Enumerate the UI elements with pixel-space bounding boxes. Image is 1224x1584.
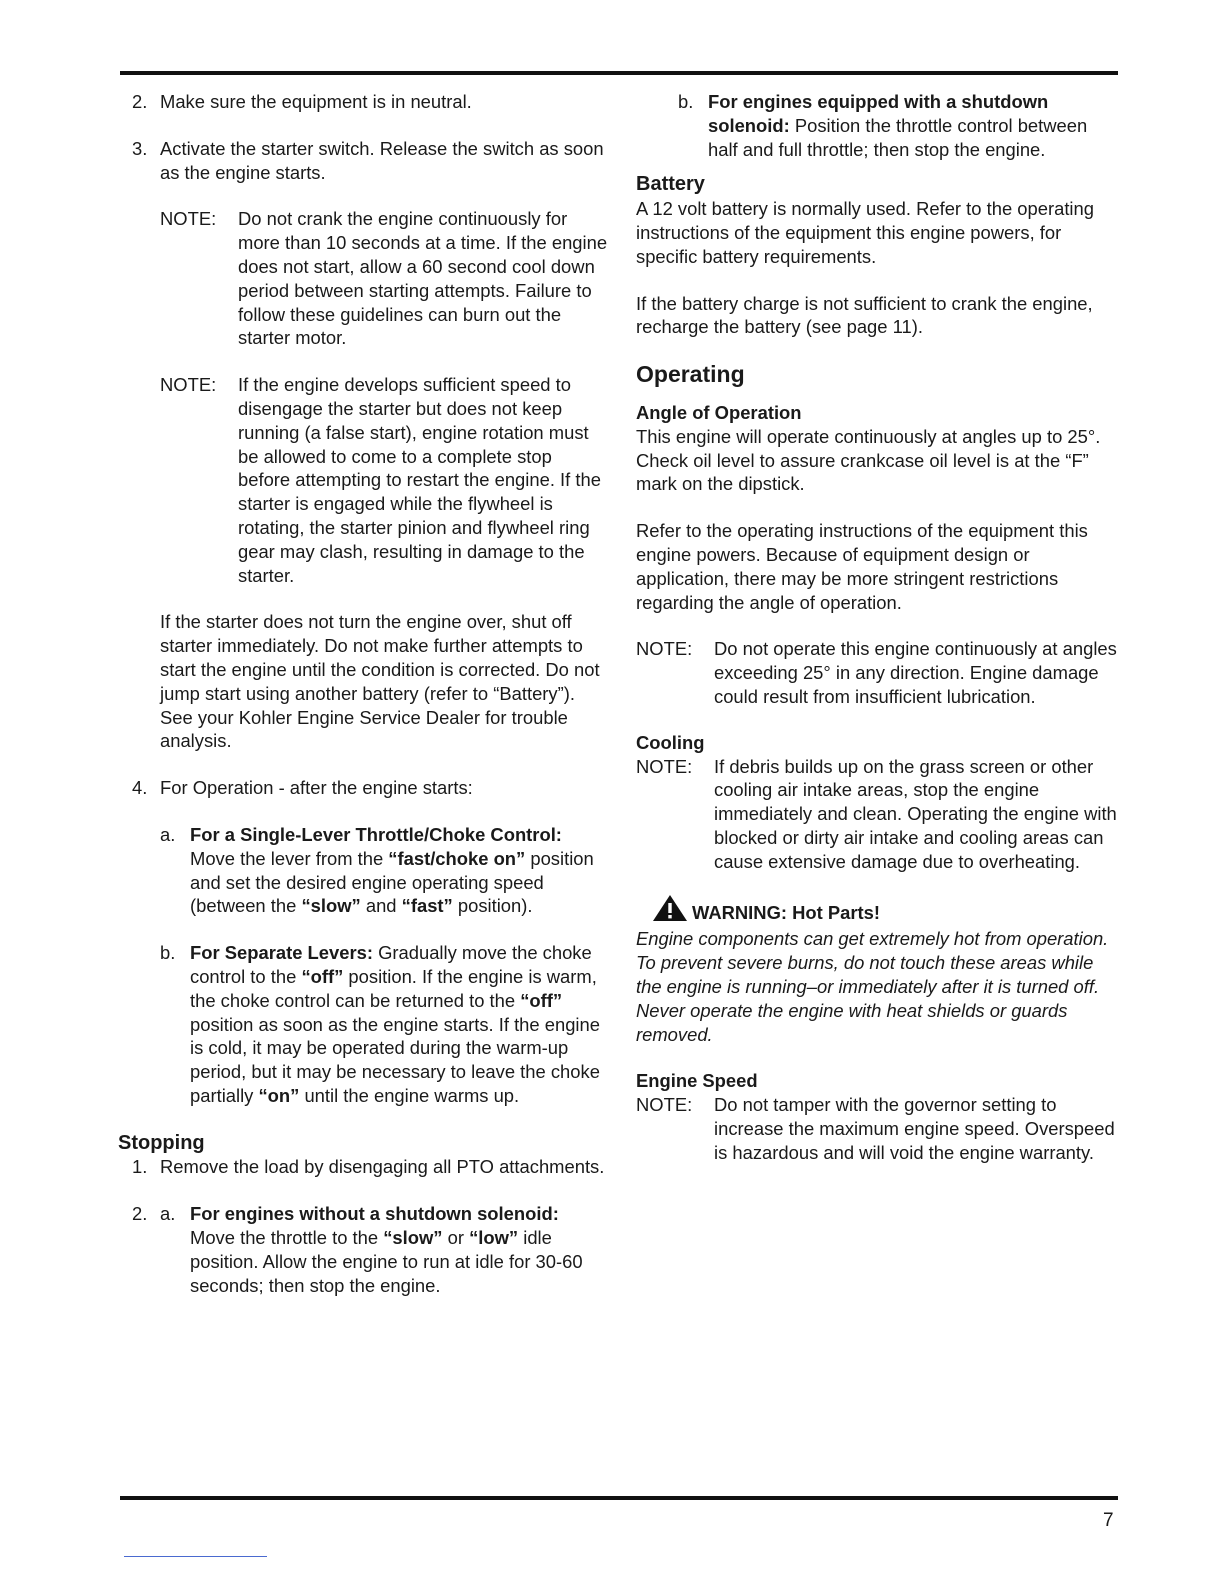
step-number: 1. [132, 1156, 148, 1178]
angle-heading: Angle of Operation [636, 401, 802, 423]
step-4 [118, 776, 608, 800]
keyword: “fast” [401, 895, 453, 917]
left-column [118, 90, 608, 1297]
battery-heading: Battery [636, 173, 705, 196]
right-column [636, 90, 1118, 1164]
keyword: “off” [301, 965, 344, 987]
sub-letter: b. [160, 942, 176, 964]
sub-letter: a. [160, 823, 176, 845]
angle-paragraph-2: Refer to the operating instructions of the equipment this engine powers. Because of equipment design or application, there may be more stringent restrictions regarding the angle of operation. [636, 520, 1088, 613]
step-text: Remove the load by disengaging all PTO attachments. [160, 1156, 605, 1178]
warning-title: WARNING: Hot Parts! [692, 901, 880, 923]
warning-heading [652, 894, 1118, 928]
note-text: If the engine develops sufficient speed to disengage the starter but does not keep running (a false start), engine rotation must be allowed to come to a complete stop before attempting to restart the engine. If the starter is engaged while the flywheel is rotating, the starter pinion and flywheel ring gear may clash, resulting in damage to the starter. [238, 374, 601, 586]
note-label: NOTE: [636, 1094, 693, 1116]
text-run: Move the throttle to the [190, 1227, 384, 1249]
note-cooling [636, 755, 1118, 874]
stop-step-2b [678, 90, 1118, 161]
note-text: Do not operate this engine continuously at angles exceeding 25° in any direction. Engine damage could result from insufficient lubrication. [714, 638, 1117, 707]
sub-title: For engines without a shutdown solenoid: [190, 1203, 559, 1225]
sub-text [190, 823, 608, 918]
note-label: NOTE: [160, 374, 217, 396]
note-text: Do not tamper with the governor setting to increase the maximum engine speed. Overspeed is hazardous and will void the engine warranty. [714, 1094, 1115, 1163]
sub-text [190, 1202, 608, 1297]
text-run: position and set the desired engine operating speed (between the [190, 847, 594, 917]
step-number: 2. [132, 91, 148, 112]
engine-speed-heading: Engine Speed [636, 1070, 758, 1092]
note-label: NOTE: [636, 755, 693, 777]
page-number: 7 [1103, 1510, 1114, 1531]
cooling-heading: Cooling [636, 731, 705, 753]
note-label: NOTE: [160, 208, 217, 230]
stop-step-2a [118, 1202, 608, 1297]
sub-title: For Separate Levers: [190, 942, 373, 964]
step-4b [160, 941, 608, 1108]
step-number: 2. [132, 1203, 148, 1225]
note-text: If debris builds up on the grass screen or other cooling air intake areas, stop the engine immediately and clean. Operating the engine with blocked or dirty air intake and cooling areas can cause extensive damage due to overheating. [714, 755, 1117, 872]
text-run: position. If the engine is warm, the choke control can be returned to the [190, 965, 597, 1011]
angle-paragraph-1: This engine will operate continuously at angles up to 25°. Check oil level to assure crankcase oil level is at the “F” mark on the dipstick. [636, 425, 1101, 495]
step-number: 4. [132, 777, 148, 799]
keyword: “off” [520, 989, 563, 1011]
note-false-start [160, 373, 608, 587]
note-text: Do not crank the engine continuously for more than 10 seconds at a time. If the engine does not start, allow a 60 second cool down period between starting attempts. Failure to follow these guidelines can burn out the starter motor. [238, 208, 608, 349]
note-label: NOTE: [636, 638, 693, 660]
text-run: position as soon as the engine starts. If the engine is cold, it may be operated during the warm-up period, but it may be necessary to leave the choke partially [190, 1013, 600, 1106]
sub-letter: b. [678, 91, 694, 112]
text-run: until the engine warms up. [299, 1084, 520, 1106]
bottom-rule [120, 1496, 1118, 1500]
top-rule [120, 71, 1118, 75]
warning-text: Engine components can get extremely hot from operation. To prevent severe burns, do not touch these areas while the engine is running–or immediately after it is turned off. Never operate the engine with heat shields or guards removed. [636, 928, 1109, 1045]
note-engine-speed [636, 1093, 1118, 1164]
operating-heading: Operating [636, 361, 745, 388]
warning-triangle-icon [652, 894, 688, 928]
footer-line [124, 1556, 267, 1557]
text-run: position). [452, 895, 533, 917]
text-run: Position the throttle control between half and full throttle; then stop the engine. [708, 114, 1088, 160]
step-text: For Operation - after the engine starts: [160, 777, 473, 799]
note-crank [160, 207, 608, 350]
sub-title: For engines equipped with a shutdown solenoid: [708, 91, 1049, 136]
sub-title: For a Single-Lever Throttle/Choke Control: [190, 823, 562, 845]
battery-paragraph-1: A 12 volt battery is normally used. Refer to the operating instructions of the equipment this engine powers, for specific battery requirements. [636, 198, 1094, 267]
keyword: “slow” [383, 1227, 443, 1249]
note-angle [636, 637, 1118, 708]
text-run: idle position. Allow the engine to run at idle for 30-60 seconds; then stop the engine. [190, 1227, 583, 1296]
battery-paragraph-2: If the battery charge is not sufficient to crank the engine, recharge the battery (see page 11). [636, 292, 1093, 338]
text-run: and [360, 895, 402, 917]
text-run: Gradually move the choke control to the [190, 942, 592, 987]
keyword: “fast/choke on” [388, 847, 526, 869]
text-run: Move the lever from the [190, 847, 389, 869]
step-text: Make sure the equipment is in neutral. [160, 91, 472, 112]
stopping-heading: Stopping [118, 1131, 205, 1154]
sub-text [190, 941, 608, 1108]
keyword: “on” [258, 1084, 300, 1106]
step-4a [160, 823, 608, 918]
starter-paragraph: If the starter does not turn the engine over, shut off starter immediately. Do not make further attempts to start the engine until the condition is corrected. Do not jump start using another battery (refer to “Battery”). See your Kohler Engine Service Dealer for trouble analysis. [160, 611, 600, 752]
sub-text [708, 90, 1118, 161]
step-text: Activate the starter switch. Release the switch as soon as the engine starts. [160, 137, 604, 183]
step-2 [118, 90, 608, 114]
sub-letter: a. [160, 1203, 176, 1225]
stop-step-1 [118, 1155, 608, 1179]
step-number: 3. [132, 137, 148, 159]
keyword: “slow” [301, 895, 361, 917]
text-run: or [442, 1227, 470, 1249]
keyword: “low” [469, 1227, 519, 1249]
step-3 [118, 137, 608, 185]
